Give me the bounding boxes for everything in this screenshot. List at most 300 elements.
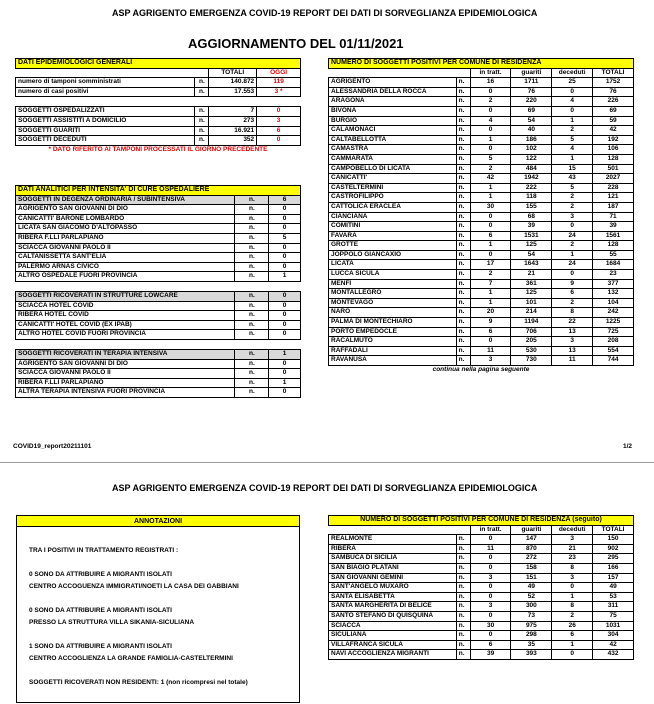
comune-totali: 1225	[593, 318, 634, 328]
analytic-row-value: 0	[269, 214, 301, 224]
comune-row	[329, 327, 634, 337]
comune-name: CIANCIANA	[329, 212, 457, 222]
continua-note: continua nella pagina seguente	[432, 366, 530, 374]
comune-n: n.	[456, 250, 470, 260]
comune-n: n.	[456, 202, 470, 212]
comune-row	[329, 154, 634, 164]
comune-name: JOPPOLO GIANCAXIO	[329, 250, 457, 260]
comune-totali: 501	[593, 164, 634, 174]
comune-guariti: 1711	[511, 78, 552, 88]
comune-in-tratt: 3	[470, 356, 511, 366]
comune-n: n.	[456, 260, 470, 270]
comune-row	[329, 640, 634, 650]
analytic-row-label: SCIACCA HOTEL COVID	[16, 301, 235, 311]
general-note: * DATO RIFERITO AI TAMPONI PROCESSATI IL GIORNO PRECEDENTE	[48, 146, 268, 153]
page-title: AGGIORNAMENTO DEL 01/11/2021	[188, 36, 404, 51]
comune-row	[329, 193, 634, 203]
analytic-group-value: 0	[269, 291, 301, 301]
comune-in-tratt: 0	[470, 631, 511, 641]
comune-totali: 128	[593, 154, 634, 164]
comune-deceduti: 21	[552, 544, 593, 554]
general-row	[16, 78, 301, 88]
comune-in-tratt: 2	[470, 97, 511, 107]
comune-name: PALMA DI MONTECHIARO	[329, 318, 457, 328]
comune-name: CALTABELLOTTA	[329, 135, 457, 145]
comune-guariti: 393	[511, 650, 552, 660]
general-row-today: 0	[257, 136, 301, 146]
analytic-row-label: RIBERA F.LLI PARLAPIANO	[16, 378, 235, 388]
comune-n: n.	[456, 346, 470, 356]
general-row-n: n.	[195, 78, 209, 88]
comune-name: SANTA ELISABETTA	[329, 592, 457, 602]
general-title: DATI EPIDEMIOLOGICI GENERALI	[16, 59, 301, 69]
comune-deceduti: 13	[552, 327, 593, 337]
comune-row	[329, 231, 634, 241]
analytic-row-n: n.	[235, 378, 269, 388]
col-totali: TOTALI	[209, 68, 257, 78]
comune-in-tratt: 42	[470, 174, 511, 184]
comune-deceduti: 0	[552, 270, 593, 280]
comune-totali: 725	[593, 327, 634, 337]
comune-deceduti: 0	[552, 650, 593, 660]
comune-n: n.	[456, 126, 470, 136]
general-row-label: numero di casi positivi	[16, 87, 195, 97]
comune-name: SANT'ANGELO MUXARO	[329, 583, 457, 593]
comune-in-tratt: 6	[470, 640, 511, 650]
general-row-total: 140.872	[209, 78, 257, 88]
comuni-col-header: guariti	[511, 68, 552, 78]
comuni-col-header: deceduti	[552, 68, 593, 78]
analytic-row	[16, 272, 301, 282]
comune-in-tratt: 11	[470, 346, 511, 356]
comuni-col-header: guariti	[511, 525, 552, 535]
analytic-row-value: 0	[269, 243, 301, 253]
general-row	[16, 107, 301, 117]
comuni-title: NUMERO DI SOGGETTI POSITIVI PER COMUNE DI RESIDENZA	[329, 59, 634, 69]
comune-deceduti: 1	[552, 154, 593, 164]
comune-totali: 55	[593, 250, 634, 260]
comune-row	[329, 583, 634, 593]
comune-name: SAN GIOVANNI GEMINI	[329, 573, 457, 583]
analytic-row-label: AGRIGENTO SAN GIOVANNI DI DIO	[16, 205, 235, 215]
comune-deceduti: 8	[552, 602, 593, 612]
analytic-row	[16, 253, 301, 263]
comune-in-tratt: 0	[470, 212, 511, 222]
analytic-row	[16, 378, 301, 388]
annotazione-line: CENTRO ACCOGLIENZA LA GRANDE FAMIGLIA-CASTELTERMINI	[29, 655, 233, 662]
comune-in-tratt: 6	[470, 231, 511, 241]
analytic-row	[16, 301, 301, 311]
comune-n: n.	[456, 116, 470, 126]
analytic-row-n: n.	[235, 243, 269, 253]
comuni-table	[328, 58, 634, 375]
analytic-row-value: 0	[269, 205, 301, 215]
comune-n: n.	[456, 583, 470, 593]
comune-name: RAVANUSA	[329, 356, 457, 366]
comune-guariti: 975	[511, 621, 552, 631]
comune-totali: 53	[593, 592, 634, 602]
comune-row	[329, 78, 634, 88]
analytic-row-label: PALERMO ARNAS CIVICO	[16, 262, 235, 272]
comune-totali: 1684	[593, 260, 634, 270]
comune-in-tratt: 0	[470, 222, 511, 232]
analytic-row-n: n.	[235, 330, 269, 340]
analytic-row	[16, 233, 301, 243]
analytic-row-value: 0	[269, 224, 301, 234]
comune-guariti: 730	[511, 356, 552, 366]
comune-guariti: 118	[511, 193, 552, 203]
analytic-row-value: 1	[269, 272, 301, 282]
general-data-table	[15, 58, 301, 155]
comune-n: n.	[456, 544, 470, 554]
comune-row	[329, 116, 634, 126]
comune-in-tratt: 20	[470, 308, 511, 318]
comune-row	[329, 611, 634, 621]
analytic-row-value: 0	[269, 301, 301, 311]
comune-totali: 59	[593, 116, 634, 126]
comune-n: n.	[456, 279, 470, 289]
comune-in-tratt: 30	[470, 621, 511, 631]
comune-n: n.	[456, 563, 470, 573]
comune-row	[329, 260, 634, 270]
comune-guariti: 1942	[511, 174, 552, 184]
comune-totali: 902	[593, 544, 634, 554]
comune-guariti: 300	[511, 602, 552, 612]
comune-deceduti: 1	[552, 592, 593, 602]
comune-row	[329, 592, 634, 602]
general-row-label: SOGGETTI GUARITI	[16, 126, 195, 136]
comune-name: SANTO STEFANO DI QUISQUINA	[329, 611, 457, 621]
comune-in-tratt: 0	[470, 563, 511, 573]
comune-name: CASTROFILIPPO	[329, 193, 457, 203]
comune-n: n.	[456, 97, 470, 107]
comune-row	[329, 241, 634, 251]
comune-deceduti: 24	[552, 260, 593, 270]
general-row-n: n.	[195, 87, 209, 97]
analytic-row	[16, 320, 301, 330]
comune-totali: 75	[593, 611, 634, 621]
comune-n: n.	[456, 289, 470, 299]
comune-n: n.	[456, 270, 470, 280]
comune-name: VILLAFRANCA SICULA	[329, 640, 457, 650]
comune-n: n.	[456, 87, 470, 97]
analytic-row-label: AGRIGENTO SAN GIOVANNI DI DIO	[16, 359, 235, 369]
comune-row	[329, 250, 634, 260]
comune-guariti: 35	[511, 640, 552, 650]
comune-in-tratt: 2	[470, 270, 511, 280]
annotazione-line: PRESSO LA STRUTTURA VILLA SIKANIA-SICULIANA	[29, 619, 195, 626]
comune-deceduti: 1	[552, 250, 593, 260]
comune-name: SCIACCA	[329, 621, 457, 631]
analytic-row-n: n.	[235, 253, 269, 263]
comune-in-tratt: 0	[470, 87, 511, 97]
analytic-row-label: ALTRO OSPEDALE FUORI PROVINCIA	[16, 272, 235, 282]
analytic-row-n: n.	[235, 388, 269, 398]
comune-name: NARO	[329, 308, 457, 318]
comune-totali: 242	[593, 308, 634, 318]
comune-deceduti: 1	[552, 116, 593, 126]
comune-totali: 1561	[593, 231, 634, 241]
comune-row	[329, 270, 634, 280]
comune-in-tratt: 0	[470, 583, 511, 593]
general-row-today: 3 *	[257, 87, 301, 97]
comune-n: n.	[456, 535, 470, 545]
analytic-row	[16, 224, 301, 234]
comune-guariti: 76	[511, 87, 552, 97]
comune-guariti: 298	[511, 631, 552, 641]
comune-deceduti: 4	[552, 97, 593, 107]
comune-row	[329, 222, 634, 232]
general-row-today: 6	[257, 126, 301, 136]
comune-totali: 377	[593, 279, 634, 289]
general-row-today: 119	[257, 78, 301, 88]
comune-totali: 187	[593, 202, 634, 212]
comune-totali: 1031	[593, 621, 634, 631]
comune-deceduti: 0	[552, 222, 593, 232]
analytic-group-head	[16, 291, 301, 301]
comune-n: n.	[456, 241, 470, 251]
comune-n: n.	[456, 640, 470, 650]
analytic-row	[16, 369, 301, 379]
comune-in-tratt: 9	[470, 318, 511, 328]
annotazioni-box	[16, 515, 300, 703]
analytic-row-value: 1	[269, 378, 301, 388]
comune-deceduti: 24	[552, 231, 593, 241]
comune-deceduti: 6	[552, 289, 593, 299]
comune-row	[329, 650, 634, 660]
comune-name: CATTOLICA ERACLEA	[329, 202, 457, 212]
analytic-row	[16, 243, 301, 253]
comune-in-tratt: 3	[470, 602, 511, 612]
general-row-label: SOGGETTI OSPEDALIZZATI	[16, 107, 195, 117]
comune-guariti: 706	[511, 327, 552, 337]
page2-header: ASP AGRIGENTO EMERGENZA COVID-19 REPORT DEI DATI DI SORVEGLIANZA EPIDEMIOLOGICA	[112, 483, 538, 493]
comune-in-tratt: 4	[470, 116, 511, 126]
comune-deceduti: 9	[552, 279, 593, 289]
analytic-group-head	[16, 349, 301, 359]
comune-name: LUCCA SICULA	[329, 270, 457, 280]
comune-deceduti: 0	[552, 583, 593, 593]
comune-n: n.	[456, 308, 470, 318]
comune-guariti: 186	[511, 135, 552, 145]
comune-totali: 208	[593, 337, 634, 347]
comune-guariti: 151	[511, 573, 552, 583]
analytic-row-n: n.	[235, 369, 269, 379]
comuni-table-continued	[328, 515, 634, 660]
comune-in-tratt: 0	[470, 592, 511, 602]
comune-name: FAVARA	[329, 231, 457, 241]
analytic-row-n: n.	[235, 233, 269, 243]
comune-deceduti: 8	[552, 563, 593, 573]
analytic-row-label: CANICATTI' HOTEL COVID (EX IPAB)	[16, 320, 235, 330]
comune-deceduti: 25	[552, 78, 593, 88]
analytic-row-label: SCIACCA GIOVANNI PAOLO II	[16, 369, 235, 379]
analytic-group-n: n.	[235, 195, 269, 205]
analytic-row-label: ALTRO HOTEL COVID FUORI PROVINCIA	[16, 330, 235, 340]
general-row-total: 17.553	[209, 87, 257, 97]
comune-totali: 226	[593, 97, 634, 107]
general-row-total: 16.921	[209, 126, 257, 136]
comune-guariti: 125	[511, 241, 552, 251]
comune-name: COMITINI	[329, 222, 457, 232]
comune-in-tratt: 1	[470, 289, 511, 299]
analytic-row-n: n.	[235, 272, 269, 282]
comune-row	[329, 298, 634, 308]
general-row	[16, 136, 301, 146]
comune-name: SAN BIAGIO PLATANI	[329, 563, 457, 573]
analytic-row-n: n.	[235, 301, 269, 311]
comune-totali: 76	[593, 87, 634, 97]
comune-row	[329, 573, 634, 583]
comune-in-tratt: 17	[470, 260, 511, 270]
analytic-row-value: 0	[269, 330, 301, 340]
comune-guariti: 40	[511, 126, 552, 136]
comune-guariti: 530	[511, 346, 552, 356]
comuni-col-header: in tratt.	[470, 525, 511, 535]
comune-n: n.	[456, 174, 470, 184]
comune-n: n.	[456, 631, 470, 641]
analytic-table	[15, 185, 301, 398]
analytic-row-value: 0	[269, 311, 301, 321]
annotazione-line	[29, 595, 299, 607]
comune-totali: 132	[593, 289, 634, 299]
analytic-title: DATI ANALITICI PER INTENSITA' DI CURE OSPEDALIERE	[16, 186, 301, 196]
annotazione-line	[29, 631, 299, 643]
comune-guariti: 52	[511, 592, 552, 602]
comune-deceduti: 8	[552, 308, 593, 318]
comune-in-tratt: 0	[470, 337, 511, 347]
comune-in-tratt: 39	[470, 650, 511, 660]
footer-filename: COVID19_report20211101	[13, 443, 92, 450]
comune-in-tratt: 0	[470, 554, 511, 564]
comune-n: n.	[456, 554, 470, 564]
comuni-col-header: TOTALI	[593, 68, 634, 78]
analytic-row-label: RIBERA F.LLI PARLAPIANO	[16, 233, 235, 243]
comune-in-tratt: 1	[470, 183, 511, 193]
comune-in-tratt: 2	[470, 164, 511, 174]
comune-name: REALMONTE	[329, 535, 457, 545]
comune-n: n.	[456, 298, 470, 308]
analytic-row	[16, 214, 301, 224]
comune-in-tratt: 1	[470, 298, 511, 308]
comune-n: n.	[456, 318, 470, 328]
comune-deceduti: 26	[552, 621, 593, 631]
comune-deceduti: 13	[552, 346, 593, 356]
comune-guariti: 69	[511, 106, 552, 116]
comune-in-tratt: 1	[470, 193, 511, 203]
comune-totali: 432	[593, 650, 634, 660]
comune-deceduti: 4	[552, 145, 593, 155]
comune-guariti: 870	[511, 544, 552, 554]
analytic-row-value: 0	[269, 388, 301, 398]
comune-n: n.	[456, 650, 470, 660]
annotazione-line: CENTRO ACCOGUENZA IMMIGRATI/NOETI LA CASA DEI GABBIANI	[29, 583, 239, 590]
analytic-group-n: n.	[235, 291, 269, 301]
general-row-n: n.	[195, 116, 209, 126]
comune-in-tratt: 6	[470, 327, 511, 337]
comune-guariti: 272	[511, 554, 552, 564]
annotazione-line: SOGGETTI RICOVERATI NON RESIDENTI: 1 (non ricompresi nel totale)	[29, 679, 248, 686]
comune-totali: 166	[593, 563, 634, 573]
comune-row	[329, 164, 634, 174]
comune-guariti: 68	[511, 212, 552, 222]
analytic-row	[16, 359, 301, 369]
comune-n: n.	[456, 193, 470, 203]
analytic-row-value: 0	[269, 320, 301, 330]
comune-guariti: 147	[511, 535, 552, 545]
comune-n: n.	[456, 621, 470, 631]
comune-name: CALAMONACI	[329, 126, 457, 136]
analytic-row	[16, 311, 301, 321]
analytic-row-value: 5	[269, 233, 301, 243]
comune-guariti: 73	[511, 611, 552, 621]
comune-totali: 228	[593, 183, 634, 193]
comune-row	[329, 308, 634, 318]
analytic-row-label: ALTRA TERAPIA INTENSIVA FUORI PROVINCIA	[16, 388, 235, 398]
comune-name: ALESSANDRIA DELLA ROCCA	[329, 87, 457, 97]
comune-in-tratt: 1	[470, 241, 511, 251]
comune-name: BIVONA	[329, 106, 457, 116]
comune-name: MONTEVAGO	[329, 298, 457, 308]
comune-row	[329, 145, 634, 155]
general-row-label: SOGGETTI ASSISTITI A DOMICILIO	[16, 116, 195, 126]
comune-n: n.	[456, 573, 470, 583]
comune-row	[329, 135, 634, 145]
general-row-label: numero di tamponi somministrati	[16, 78, 195, 88]
comune-deceduti: 2	[552, 126, 593, 136]
comune-name: GROTTE	[329, 241, 457, 251]
comune-totali: 192	[593, 135, 634, 145]
comune-guariti: 205	[511, 337, 552, 347]
annotazione-line: TRA I POSITIVI IN TRATTAMENTO REGISTRATI :	[29, 547, 179, 554]
comune-name: RAFFADALI	[329, 346, 457, 356]
comune-row	[329, 318, 634, 328]
comune-totali: 42	[593, 640, 634, 650]
comune-totali: 104	[593, 298, 634, 308]
comune-name: CANICATTI'	[329, 174, 457, 184]
analytic-row-label: SCIACCA GIOVANNI PAOLO II	[16, 243, 235, 253]
comune-totali: 2027	[593, 174, 634, 184]
comune-name: NAVI ACCOGLIENZA MIGRANTI	[329, 650, 457, 660]
comune-row	[329, 356, 634, 366]
comune-totali: 311	[593, 602, 634, 612]
comune-row	[329, 621, 634, 631]
col-oggi: OGGI	[257, 68, 301, 78]
comune-guariti: 101	[511, 298, 552, 308]
comune-name: RIBERA	[329, 544, 457, 554]
comune-row	[329, 87, 634, 97]
analytic-row	[16, 330, 301, 340]
comune-in-tratt: 0	[470, 106, 511, 116]
analytic-group-head	[16, 195, 301, 205]
comune-totali: 23	[593, 270, 634, 280]
comune-deceduti: 2	[552, 202, 593, 212]
comune-name: MENFI	[329, 279, 457, 289]
analytic-row-label: RIBERA HOTEL COVID	[16, 311, 235, 321]
comune-name: CASTELTERMINI	[329, 183, 457, 193]
comune-row	[329, 602, 634, 612]
comune-guariti: 49	[511, 583, 552, 593]
general-row	[16, 116, 301, 126]
comune-in-tratt: 0	[470, 611, 511, 621]
comune-guariti: 361	[511, 279, 552, 289]
comune-guariti: 102	[511, 145, 552, 155]
analytic-row-label: CALTANISSETTA SANT'ELIA	[16, 253, 235, 263]
comune-deceduti: 22	[552, 318, 593, 328]
comune-n: n.	[456, 106, 470, 116]
comune-guariti: 484	[511, 164, 552, 174]
comune-deceduti: 2	[552, 298, 593, 308]
